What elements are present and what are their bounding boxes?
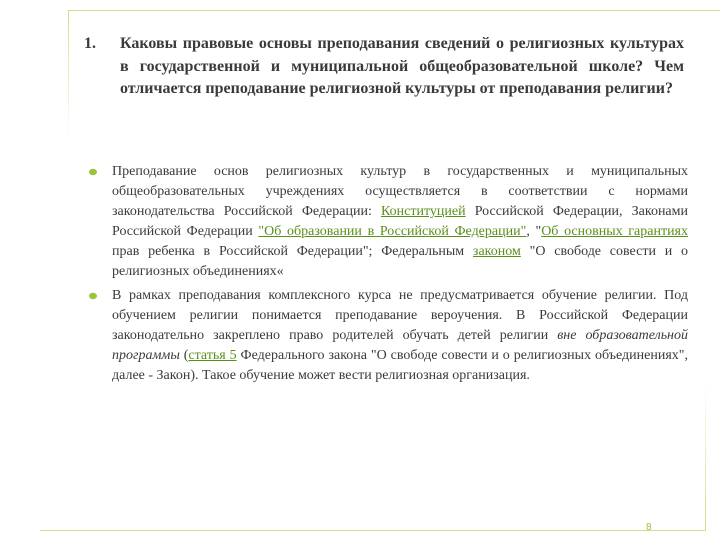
bullet-item-legal-basis: [88, 162, 688, 282]
link-constitution[interactable]: Конституцией: [381, 204, 466, 219]
link-federal-law[interactable]: законом: [472, 244, 521, 259]
bullet1-text-5: "О свободе совести и о религиозных объединениях«: [112, 244, 689, 279]
bullet-item-religion-teaching: [88, 286, 688, 386]
bullet2-text-1: В рамках преподавания комплексного курса не предусматривается обучение религии. Под обучением религии понимается преподавание вероучения. В Российской Федерации законодательно закреплено право родителей обучать детей религии: [112, 288, 688, 343]
decorative-frame-left: [68, 10, 69, 140]
question-text: Каковы правовые основы преподавания сведений о религиозных культурах в государственной и муниципальной общеобразовательной школе? Чем отличается преподавание религиозной культуры от преподавания религии?: [120, 35, 684, 97]
bullet1-text-3: , ": [526, 224, 542, 239]
page-number: 8: [646, 522, 652, 533]
decorative-frame-top: [68, 10, 720, 22]
decorative-frame-right: [705, 380, 706, 531]
link-article-5[interactable]: статья 5: [188, 348, 237, 363]
bullet1-text-2: Российской Федерации, Законами Российской Федерации: [112, 204, 688, 239]
link-child-rights-law[interactable]: Об основных гарантиях: [541, 224, 688, 239]
bullet2-text-2: (: [179, 348, 189, 363]
circle-bullet-icon: [88, 168, 100, 176]
bullet1-text-1: Преподавание основ религиозных культур в государственных и муниципальных общеобразовательных учреждениях осуществляется в соответствии с нормами законодательства Российской Федерации:: [112, 164, 688, 219]
bullet1-text-4: прав ребенка в Российской Федерации"; Федеральным: [112, 244, 473, 259]
question-number: 1.: [84, 35, 96, 52]
bullet2-text-3: Федерального закона "О свободе совести и о религиозных объединениях", далее - Закон). Такое обучение может вести религиозная организация.: [112, 348, 688, 383]
link-education-law[interactable]: "Об образовании в Российской Федерации": [258, 224, 527, 239]
bullet2-emphasis: вне образовательной программы: [112, 328, 689, 363]
bullet-list: [88, 162, 688, 386]
decorative-frame-bottom: [40, 530, 706, 531]
circle-bullet-icon: [88, 292, 100, 300]
